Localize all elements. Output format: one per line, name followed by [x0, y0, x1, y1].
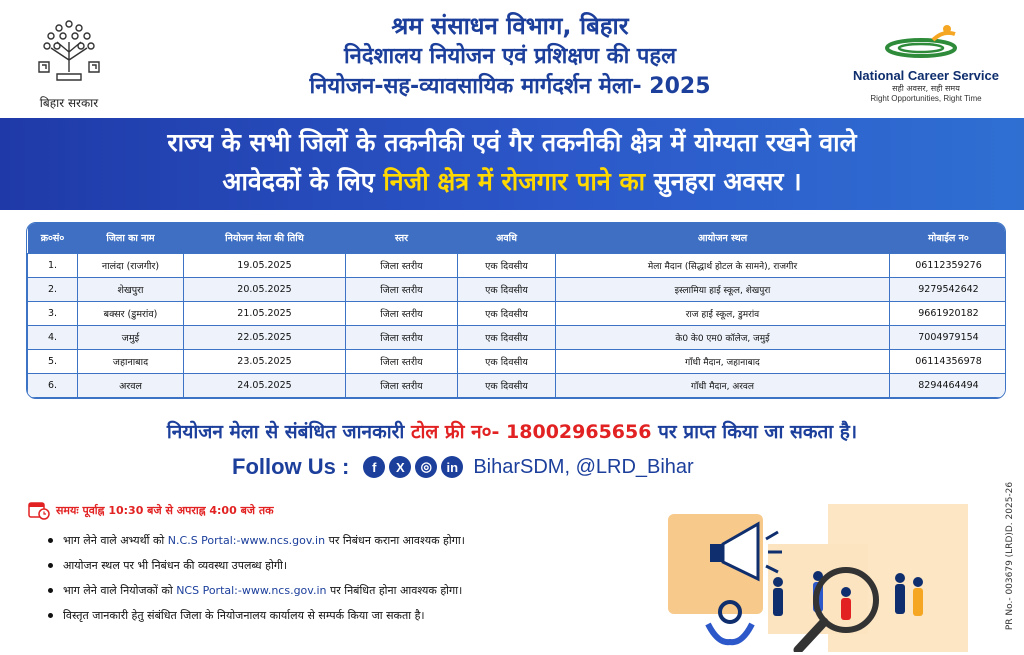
cell-serial: 1.	[28, 253, 78, 277]
banner-line-2-end: सुनहरा अवसर ।	[653, 167, 802, 196]
timing-text: समयः पूर्वाह्न 10:30 बजे से अपराह्न 4:00 बजे तक	[56, 503, 274, 517]
col-district: जिला का नाम	[78, 223, 184, 253]
col-mobile: मोबाईल न०	[890, 223, 1007, 253]
cell-serial: 5.	[28, 349, 78, 373]
follow-us-row	[232, 450, 694, 484]
banner-highlight: निजी क्षेत्र में रोजगार पाने का	[383, 167, 646, 196]
bodhi-tree-emblem-icon	[29, 12, 109, 92]
col-venue: आयोजन स्थल	[556, 223, 890, 253]
bihar-govt-logo	[14, 12, 124, 112]
col-duration: अवधि	[458, 223, 556, 253]
directorate-title: निदेशालय नियोजन एवं प्रशिक्षण की पहल	[343, 44, 677, 69]
timing-row	[28, 500, 274, 520]
fair-title: नियोजन-सह-व्यावसायिक मार्गदर्शन मेला- 2025	[309, 74, 711, 99]
list-item	[48, 528, 668, 553]
ncs-tagline-english: Right Opportunities, Right Time	[870, 94, 982, 103]
cell-mobile: 8294464494	[890, 373, 1007, 397]
cell-district: नालंदा (राजगीर)	[78, 253, 184, 277]
pr-number-text: PR No.- 003679 (LRD)D. 2025-26	[1005, 481, 1015, 631]
cell-venue: के0 के0 एम0 कॉलेज, जमुई	[556, 325, 890, 349]
table-row	[28, 373, 1007, 397]
cell-duration: एक दिवसीय	[458, 349, 556, 373]
pr-number	[1003, 466, 1017, 646]
cell-district: शेखपुरा	[78, 277, 184, 301]
cell-venue: गाँधी मैदान, अरवल	[556, 373, 890, 397]
note-text: भाग लेने वाले नियोजकों को	[63, 584, 173, 597]
ncs-tagline-hindi: सही अवसर, सही समय	[892, 84, 960, 93]
cell-venue: मेला मैदान (सिद्धार्थ होटल के सामने), राजगीर	[556, 253, 890, 277]
cell-serial: 4.	[28, 325, 78, 349]
recruitment-illustration	[668, 504, 968, 652]
facebook-icon[interactable]: f	[363, 456, 385, 478]
cell-date: 21.05.2025	[184, 301, 346, 325]
list-item	[48, 603, 668, 628]
info-prefix: नियोजन मेला से संबंधित जानकारी	[166, 421, 405, 443]
cell-date: 23.05.2025	[184, 349, 346, 373]
cell-duration: एक दिवसीय	[458, 373, 556, 397]
tollfree-number: टोल फ्री न०- 18002965656	[410, 421, 652, 443]
ncs-portal-link[interactable]: N.C.S Portal:-www.ncs.gov.in	[167, 534, 326, 547]
note-text: विस्तृत जानकारी हेतु संबंधित जिला के नियोजनालय कार्यालय से सम्पर्क किया जा सकता है।	[63, 609, 425, 622]
tollfree-info	[0, 418, 1024, 444]
bullet-dot	[48, 538, 53, 543]
cell-level: जिला स्तरीय	[346, 373, 458, 397]
cell-district: बक्सर (डुमरांव)	[78, 301, 184, 325]
banner-line-2	[0, 162, 1024, 202]
info-suffix: पर प्राप्त किया जा सकता है।	[658, 421, 858, 443]
col-date: नियोजन मेला की तिथि	[184, 223, 346, 253]
note-text: भाग लेने वाले अभ्यर्थी को	[63, 534, 165, 547]
table-row	[28, 253, 1007, 277]
follow-us-label: Follow Us :	[232, 454, 350, 479]
ncs-logo	[846, 22, 1006, 112]
table-row	[28, 349, 1007, 373]
cell-duration: एक दिवसीय	[458, 301, 556, 325]
col-serial: क्र०सं०	[28, 223, 78, 253]
cell-duration: एक दिवसीय	[458, 277, 556, 301]
table-row	[28, 301, 1007, 325]
note-text: आयोजन स्थल पर भी निबंधन की व्यवस्था उपलब्ध होगी।	[63, 559, 288, 572]
cell-venue: इस्लामिया हाई स्कूल, शेखपुरा	[556, 277, 890, 301]
cell-district: जहानाबाद	[78, 349, 184, 373]
cell-level: जिला स्तरीय	[346, 349, 458, 373]
table-header-row	[28, 223, 1007, 253]
cell-mobile: 9661920182	[890, 301, 1007, 325]
social-handles: BiharSDM, @LRD_Bihar	[473, 455, 694, 478]
cell-level: जिला स्तरीय	[346, 325, 458, 349]
cell-level: जिला स्तरीय	[346, 277, 458, 301]
bullet-dot	[48, 588, 53, 593]
note-text-end: पर निबंधन कराना आवश्यक होगा।	[328, 534, 465, 547]
govt-label: बिहार सरकार	[39, 96, 99, 110]
header-titles	[190, 10, 830, 102]
schedule-table	[26, 222, 1006, 399]
cell-duration: एक दिवसीय	[458, 325, 556, 349]
instagram-icon[interactable]: ◎	[415, 456, 437, 478]
linkedin-icon[interactable]: in	[441, 456, 463, 478]
table-row	[28, 277, 1007, 301]
cell-mobile: 7004979154	[890, 325, 1007, 349]
cell-serial: 6.	[28, 373, 78, 397]
bullet-dot	[48, 563, 53, 568]
notes-list	[48, 528, 668, 628]
cell-level: जिला स्तरीय	[346, 253, 458, 277]
banner-line-2-start: आवेदकों के लिए	[222, 167, 375, 196]
cell-date: 24.05.2025	[184, 373, 346, 397]
cell-mobile: 06114356978	[890, 349, 1007, 373]
cell-mobile: 9279542642	[890, 277, 1007, 301]
department-title: श्रम संसाधन विभाग, बिहार	[391, 12, 629, 40]
cell-mobile: 06112359276	[890, 253, 1007, 277]
cell-district: जमुई	[78, 325, 184, 349]
cell-venue: गाँधी मैदान, जहानाबाद	[556, 349, 890, 373]
cell-level: जिला स्तरीय	[346, 301, 458, 325]
table-row	[28, 325, 1007, 349]
bullet-dot	[48, 613, 53, 618]
x-twitter-icon[interactable]: X	[389, 456, 411, 478]
ncs-name: National Career Service	[853, 68, 999, 83]
banner-line-1: राज्य के सभी जिलों के तकनीकी एवं गैर तकनीकी क्षेत्र में योग्यता रखने वाले	[167, 128, 857, 157]
list-item	[48, 578, 668, 603]
ncs-portal-link[interactable]: NCS Portal:-www.ncs.gov.in	[176, 584, 327, 597]
cell-district: अरवल	[78, 373, 184, 397]
col-level: स्तर	[346, 223, 458, 253]
ncs-swoosh-icon	[881, 22, 971, 62]
cell-serial: 2.	[28, 277, 78, 301]
cell-venue: राज हाई स्कूल, डुमरांव	[556, 301, 890, 325]
list-item	[48, 553, 668, 578]
cell-serial: 3.	[28, 301, 78, 325]
opportunity-banner	[0, 118, 1024, 210]
calendar-clock-icon	[28, 500, 50, 520]
cell-duration: एक दिवसीय	[458, 253, 556, 277]
cell-date: 20.05.2025	[184, 277, 346, 301]
cell-date: 22.05.2025	[184, 325, 346, 349]
note-text-end: पर निबंधित होना आवश्यक होगा।	[329, 584, 463, 597]
cell-date: 19.05.2025	[184, 253, 346, 277]
